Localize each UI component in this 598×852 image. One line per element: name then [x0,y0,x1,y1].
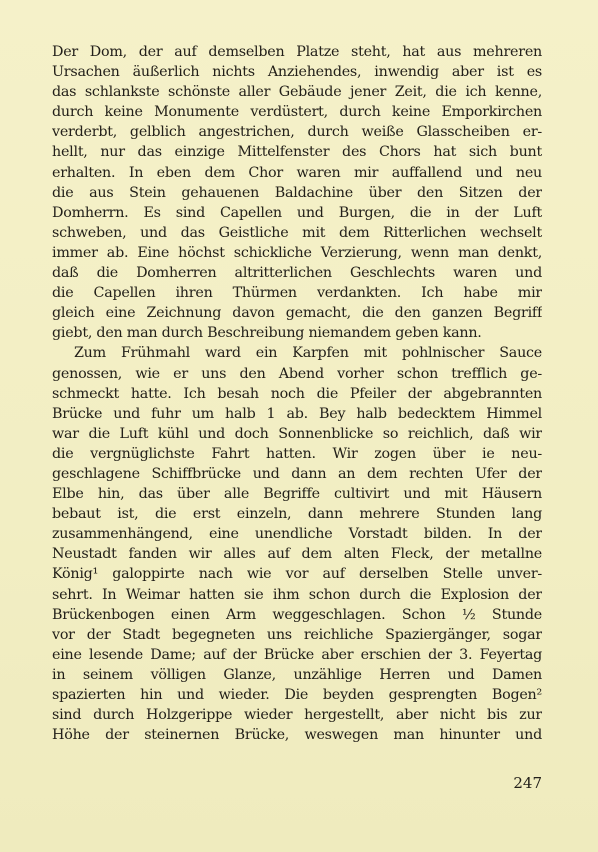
text-line: verderbt, gelblich angestrichen, durch weiße Glasscheiben er- [52,124,542,141]
page-number: 247 [513,774,542,792]
text-line: Zum Frühmahl ward ein Karpfen mit pohlnischer Sauce [74,345,542,362]
text-line: die aus Stein gehauenen Baldachine über den Sitzen der [52,184,542,201]
text-line: genossen, wie er uns den Abend vorher schon trefflich ge- [52,365,542,382]
text-line: Brückenbogen einen Arm weggeschlagen. Schon ½ Stunde [52,606,542,623]
text-line: die Capellen ihren Thürmen verdankten. Ich habe mir [52,285,542,302]
text-line: erhalten. In eben dem Chor waren mir auffallend und neu [52,164,542,181]
text-line: Elbe hin, das über alle Begriffe cultivirt und mit Häusern [52,486,542,503]
text-line: König¹ galoppirte nach wie vor auf derselben Stelle unver- [52,566,542,583]
text-line: zusammenhängend, eine unendliche Vorstadt bilden. In der [52,526,542,543]
text-line: vor der Stadt begegneten uns reichliche Spaziergänger, sogar [52,626,542,643]
text-line: Ursachen äußerlich nichts Anziehendes, inwendig aber ist es [52,64,542,81]
text-line: schweben, und das Geistliche mit dem Ritterlichen wechselt [52,224,542,241]
text-line: durch keine Monumente verdüstert, durch keine Emporkirchen [52,104,542,121]
text-line: giebt, den man durch Beschreibung niemandem geben kann. [52,325,482,342]
text-line: das schlankste schönste aller Gebäude jener Zeit, die ich kenne, [52,84,542,101]
text-line: Neustadt fanden wir alles auf dem alten Fleck, der metallne [52,546,542,563]
text-line: bebaut ist, die erst einzeln, dann mehrere Stunden lang [52,506,542,523]
text-line: die vergnüglichste Fahrt hatten. Wir zogen über ie neu- [52,445,542,462]
text-line: Der Dom, der auf demselben Platze steht, hat aus mehreren [52,44,542,60]
text-line: spazierten hin und wieder. Die beyden gesprengten Bogen² [52,687,542,703]
text-line: gleich eine Zeichnung davon gemacht, die den ganzen Begriff [52,305,542,322]
text-line: Domherrn. Es sind Capellen und Burgen, die in der Luft [52,204,542,221]
text-line: schmeckt hatte. Ich besah noch die Pfeiler der abgebrannten [52,385,542,402]
text-line: immer ab. Eine höchst schickliche Verzierung, wenn man denkt, [52,244,542,261]
text-line: daß die Domherren altritterlichen Geschlechts waren und [52,265,542,282]
body-text [52,42,542,745]
text-line: sind durch Holzgerippe wieder hergestellt, aber nicht bis zur [52,707,542,724]
text-line: eine lesende Dame; auf der Brücke aber erschien der 3. Feyertag [52,646,542,663]
text-line: war die Luft kühl und doch Sonnenblicke so reichlich, daß wir [52,425,542,442]
text-line: geschlagene Schiffbrücke und dann an dem rechten Ufer der [52,465,542,482]
text-line: sehrt. In Weimar hatten sie ihm schon durch die Explosion der [52,586,542,603]
text-line: Brücke und fuhr um halb 1 ab. Bey halb bedecktem Himmel [52,405,542,422]
text-line: hellt, nur das einzige Mittelfenster des Chors hat sich bunt [52,144,542,161]
text-line: Höhe der steinernen Brücke, weswegen man hinunter und [52,727,542,744]
text-line: in seinem völligen Glanze, unzählige Herren und Damen [52,666,542,683]
